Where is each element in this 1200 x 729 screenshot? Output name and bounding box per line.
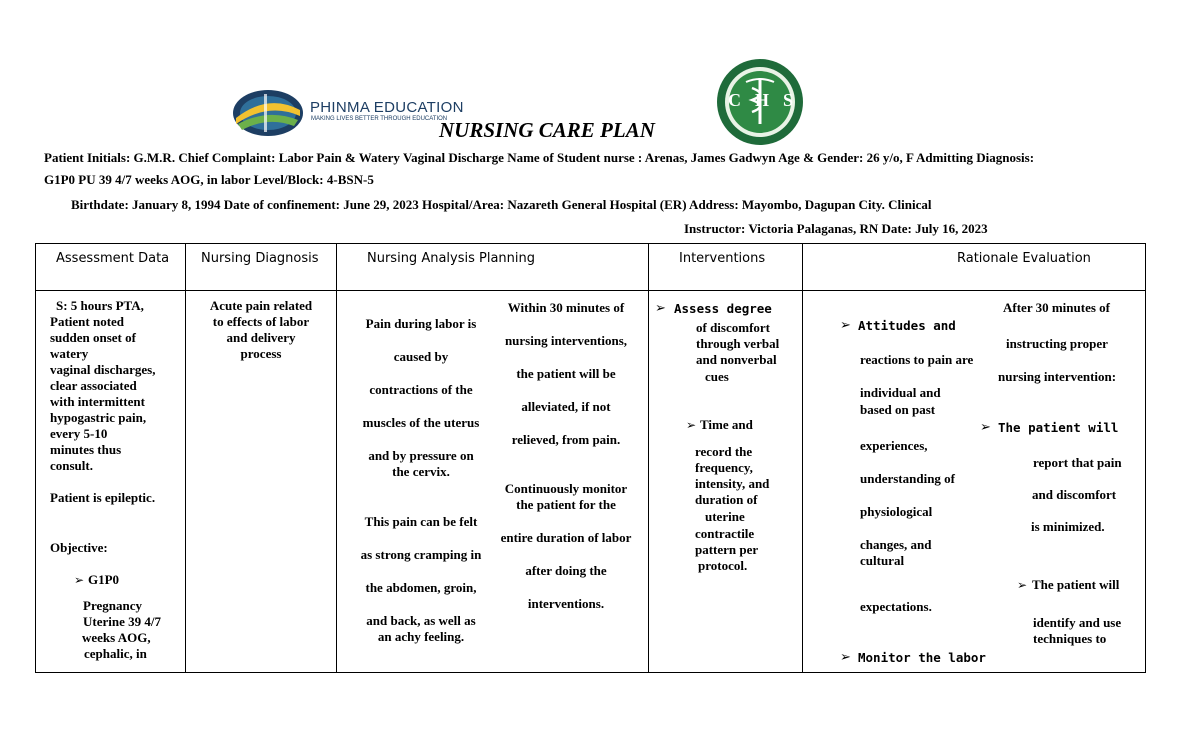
assessment-line: vaginal discharges, [50, 362, 156, 377]
assessment-line: weeks AOG, [82, 630, 151, 645]
column-header-interventions: Interventions [679, 251, 766, 266]
column-header-assessment: Assessment Data [56, 251, 170, 266]
intervention-line: duration of [695, 492, 758, 507]
evaluation-line: nursing intervention: [998, 369, 1117, 384]
column-divider-2 [336, 244, 337, 673]
intervention-line: Time and [700, 417, 753, 432]
analysis-line: the cervix. [392, 464, 450, 479]
assessment-line: consult. [50, 458, 93, 473]
assessment-line: every 5-10 [50, 426, 108, 441]
rationale-heading: Monitor the labor [858, 650, 986, 665]
intervention-line: through verbal [696, 336, 780, 351]
diagnosis-line: and delivery [226, 330, 296, 345]
column-divider-3 [648, 244, 649, 673]
patient-info-line-3: Birthdate: January 8, 1994 Date of confinement: June 29, 2023 Hospital/Area: Nazareth General Hospital (ER) Address: Mayombo, Dagupan City. Clinical [71, 197, 932, 212]
evaluation-line: report that pain [1033, 455, 1122, 470]
intervention-line: of discomfort [696, 320, 771, 335]
rationale-line: changes, and [860, 537, 932, 552]
seal-letters: CHS [728, 90, 808, 110]
arrowhead-bullet-icon: ➢ [686, 418, 697, 432]
planning-line: Within 30 minutes of [507, 300, 625, 315]
analysis-line: an achy feeling. [377, 629, 465, 644]
assessment-line: minutes thus [50, 442, 122, 457]
intervention-line: and nonverbal [696, 352, 777, 367]
rationale-line: cultural [860, 553, 905, 568]
intervention-line: contractile [695, 526, 755, 541]
evaluation-line: and discomfort [1032, 487, 1117, 502]
rationale-line: individual and [860, 385, 941, 400]
diagnosis-line: to effects of labor [212, 314, 310, 329]
diagnosis-cell [186, 298, 336, 362]
rationale-line: experiences, [860, 438, 928, 453]
table-left-border [35, 244, 36, 673]
phinma-logo [232, 88, 304, 138]
planning-line: entire duration of labor [500, 530, 632, 545]
analysis-line: the abdomen, groin, [365, 580, 477, 595]
analysis-line: caused by [393, 349, 449, 364]
rationale-line: physiological [860, 504, 933, 519]
assessment-line: cephalic, in [84, 646, 147, 661]
intervention-heading: Assess degree [674, 301, 772, 316]
table-top-border [35, 243, 1146, 244]
assessment-line: Uterine 39 4/7 [83, 614, 161, 629]
column-divider-4 [802, 244, 803, 673]
rationale-line: expectations. [860, 599, 932, 614]
planning-line: Continuously monitor [504, 481, 628, 496]
evaluation-line: The patient will [1032, 577, 1120, 592]
table-bottom-border [35, 672, 1146, 673]
intervention-line: frequency, [695, 460, 753, 475]
evaluation-line: After 30 minutes of [1003, 300, 1110, 315]
chs-seal [716, 58, 808, 146]
assessment-line: watery [50, 346, 89, 361]
evaluation-line: techniques to [1033, 631, 1107, 646]
intervention-line: intensity, and [695, 476, 770, 491]
rationale-line: based on past [860, 402, 936, 417]
intervention-line: uterine [705, 509, 745, 524]
intervention-line: cues [705, 369, 729, 384]
evaluation-line: instructing proper [1006, 336, 1108, 351]
arrowhead-bullet-icon: ➢ [1017, 578, 1028, 592]
phinma-logo-icon [232, 88, 304, 138]
table-right-border [1145, 244, 1146, 673]
planning-line: the patient will be [516, 366, 616, 381]
intervention-line: record the [695, 444, 753, 459]
evaluation-line: is minimized. [1031, 519, 1105, 534]
analysis-line: Pain during labor is [365, 316, 477, 331]
analysis-line: as strong cramping in [360, 547, 482, 562]
assessment-line: hypogastric pain, [50, 410, 147, 425]
column-header-rationale: Rationale Evaluation [957, 251, 1091, 266]
assessment-line: Objective: [50, 540, 108, 555]
assessment-line: with intermittent [50, 394, 145, 409]
assessment-line: S: 5 hours PTA, [56, 298, 144, 313]
rationale-line: understanding of [860, 471, 955, 486]
assessment-line: Patient is epileptic. [50, 490, 156, 505]
patient-info-line-1: Patient Initials: G.M.R. Chief Complaint: Labor Pain & Watery Vaginal Discharge Name of Student nurse : Arenas, James Gadwyn Age & Gender: 26 y/o, F Admitting Diagnosis: [44, 150, 1035, 165]
analysis-line: This pain can be felt [364, 514, 478, 529]
assessment-line: Patient noted [50, 314, 125, 329]
planning-line: the patient for the [516, 497, 616, 512]
page-title: NURSING CARE PLAN [439, 118, 655, 142]
planning-line: alleviated, if not [521, 399, 611, 414]
arrowhead-bullet-icon: ➢ [980, 420, 991, 435]
arrowhead-bullet-icon: ➢ [840, 650, 851, 665]
planning-line: interventions. [527, 596, 605, 611]
evaluation-line: identify and use [1033, 615, 1122, 630]
patient-info-line-2: G1P0 PU 39 4/7 weeks AOG, in labor Level/Block: 4-BSN-5 [44, 172, 374, 187]
column-header-analysis: Nursing Analysis Planning [367, 251, 536, 266]
planning-line: after doing the [525, 563, 607, 578]
diagnosis-line: Acute pain related [209, 298, 313, 313]
arrowhead-bullet-icon: ➢ [74, 573, 85, 587]
analysis-line: and back, as well as [366, 613, 476, 628]
diagnosis-line: process [240, 346, 282, 361]
rationale-line: reactions to pain are [860, 352, 974, 367]
org-name: PHINMA EDUCATION [310, 99, 464, 116]
intervention-line: pattern per [695, 542, 759, 557]
assessment-line: G1P0 [88, 572, 120, 587]
analysis-line: and by pressure on [368, 448, 474, 463]
intervention-line: protocol. [698, 558, 748, 573]
arrowhead-bullet-icon: ➢ [655, 301, 666, 316]
table-header-divider [35, 290, 1146, 291]
planning-line: relieved, from pain. [511, 432, 621, 447]
rationale-heading: Attitudes and [858, 318, 956, 333]
assessment-line: sudden onset of [50, 330, 136, 345]
column-header-diagnosis: Nursing Diagnosis [201, 251, 319, 266]
org-tagline: MAKING LIVES BETTER THROUGH EDUCATION [311, 116, 448, 122]
analysis-line: contractions of the [369, 382, 473, 397]
patient-info-line-4: Instructor: Victoria Palaganas, RN Date: July 16, 2023 [684, 221, 988, 236]
planning-line: nursing interventions, [504, 333, 628, 348]
assessment-line: Pregnancy [83, 598, 142, 613]
evaluation-heading: The patient will [998, 420, 1119, 435]
assessment-line: clear associated [50, 378, 137, 393]
analysis-line: muscles of the uterus [362, 415, 480, 430]
arrowhead-bullet-icon: ➢ [840, 318, 851, 333]
